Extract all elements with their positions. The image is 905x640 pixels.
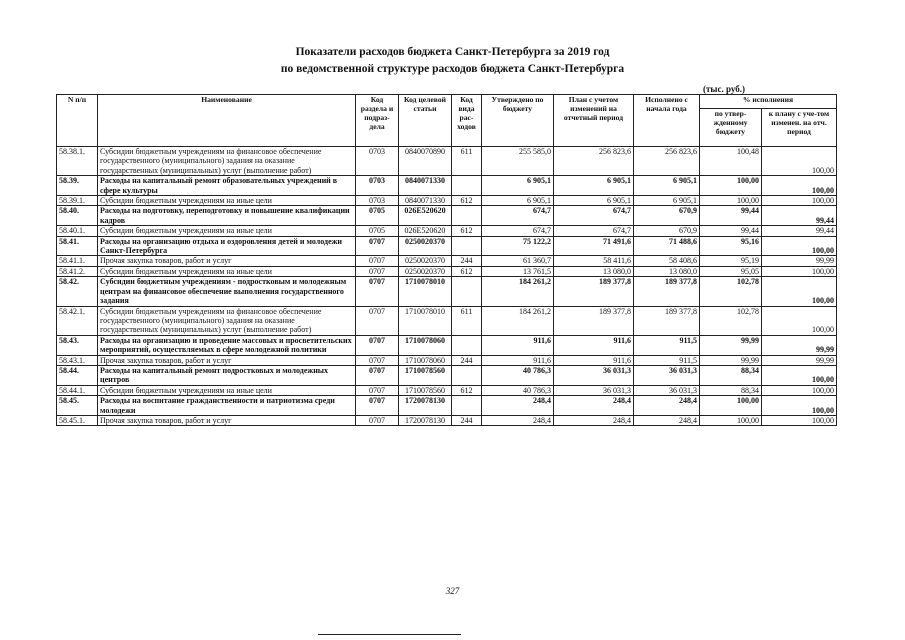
- row-pct-plan: 100,00: [762, 266, 837, 276]
- row-pct-plan: 100,00: [762, 176, 837, 196]
- row-name: Прочая закупка товаров, работ и услуг: [98, 256, 356, 266]
- row-name: Расходы на организацию и проведение массовых и просветительских мероприятий, осуществляемых в сфере молодежной политики: [98, 335, 356, 355]
- units-label: (тыс. руб.): [703, 84, 745, 94]
- header-approved: Утверждено по бюджету: [482, 95, 554, 147]
- row-number: 58.42.1.: [57, 306, 98, 335]
- table-row: [57, 196, 837, 206]
- row-section-code: 0707: [356, 306, 399, 335]
- row-plan: 6 905,1: [554, 176, 634, 196]
- row-plan: 248,4: [554, 396, 634, 416]
- row-name: Прочая закупка товаров, работ и услуг: [98, 415, 356, 425]
- table-row: [57, 256, 837, 266]
- row-approved: 13 761,5: [482, 266, 554, 276]
- row-pct-plan: 100,00: [762, 277, 837, 306]
- row-pct-approved: 100,00: [700, 196, 762, 206]
- row-section-code: 0707: [356, 415, 399, 425]
- row-pct-plan: 99,99: [762, 335, 837, 355]
- page-subtitle: по ведомственной структуре расходов бюджета Санкт-Петербурга: [280, 63, 625, 75]
- row-pct-plan: 100,00: [762, 415, 837, 425]
- row-type-code: 611: [452, 306, 482, 335]
- table-row: [57, 335, 837, 355]
- row-target-code: 1720078130: [399, 415, 452, 425]
- row-target-code: 1710078010: [399, 277, 452, 306]
- row-number: 58.45.1.: [57, 415, 98, 425]
- row-approved: 6 905,1: [482, 196, 554, 206]
- row-type-code: [452, 396, 482, 416]
- row-approved: 40 786,3: [482, 385, 554, 395]
- row-pct-plan: 100,00: [762, 236, 837, 256]
- row-section-code: 0707: [356, 355, 399, 365]
- header-target: Код целевой статьи: [399, 95, 452, 147]
- row-pct-plan: 99,99: [762, 256, 837, 266]
- row-executed: 36 031,3: [634, 365, 700, 385]
- row-target-code: 0250020370: [399, 236, 452, 256]
- row-plan: 13 080,0: [554, 266, 634, 276]
- row-approved: 184 261,2: [482, 277, 554, 306]
- row-executed: 6 905,1: [634, 176, 700, 196]
- row-approved: 674,7: [482, 206, 554, 226]
- table-row: [57, 355, 837, 365]
- row-plan: 36 031,3: [554, 385, 634, 395]
- row-target-code: 1710078010: [399, 306, 452, 335]
- row-target-code: 026Е520620: [399, 206, 452, 226]
- table-row: [57, 266, 837, 276]
- row-plan: 6 905,1: [554, 196, 634, 206]
- table-row: [57, 176, 837, 196]
- row-section-code: 0703: [356, 176, 399, 196]
- row-section-code: 0707: [356, 266, 399, 276]
- row-number: 58.39.1.: [57, 196, 98, 206]
- header-plan: План с учетом изменений на отчетный период: [554, 95, 634, 147]
- row-pct-approved: 100,00: [700, 396, 762, 416]
- row-target-code: 0250020370: [399, 266, 452, 276]
- row-plan: 256 823,6: [554, 147, 634, 176]
- footer-divider: [318, 634, 461, 635]
- row-executed: 248,4: [634, 396, 700, 416]
- row-approved: 40 786,3: [482, 365, 554, 385]
- row-number: 58.44.: [57, 365, 98, 385]
- row-pct-approved: 95,16: [700, 236, 762, 256]
- row-approved: 61 360,7: [482, 256, 554, 266]
- row-section-code: 0707: [356, 385, 399, 395]
- header-pct-approved: по утвер-жденному бюджету: [700, 109, 762, 147]
- row-section-code: 0705: [356, 226, 399, 236]
- row-plan: 71 491,6: [554, 236, 634, 256]
- row-section-code: 0705: [356, 206, 399, 226]
- table-row: [57, 385, 837, 395]
- row-target-code: 1720078130: [399, 396, 452, 416]
- row-target-code: 1710078060: [399, 335, 452, 355]
- row-number: 58.45.: [57, 396, 98, 416]
- row-type-code: [452, 335, 482, 355]
- row-section-code: 0703: [356, 196, 399, 206]
- row-name: Расходы на организацию отдыха и оздоровления детей и молодежи Санкт-Петербурга: [98, 236, 356, 256]
- row-executed: 58 408,6: [634, 256, 700, 266]
- row-plan: 911,6: [554, 335, 634, 355]
- header-section: Код раздела и подраз-дела: [356, 95, 399, 147]
- row-type-code: 612: [452, 196, 482, 206]
- table-body: [57, 147, 837, 426]
- row-number: 58.42.: [57, 277, 98, 306]
- row-plan: 248,4: [554, 415, 634, 425]
- row-pct-approved: 88,34: [700, 365, 762, 385]
- row-pct-approved: 88,34: [700, 385, 762, 395]
- row-type-code: [452, 236, 482, 256]
- row-number: 58.43.1.: [57, 355, 98, 365]
- row-type-code: [452, 277, 482, 306]
- row-name: Расходы на воспитание гражданственности и патриотизма среди молодежи: [98, 396, 356, 416]
- row-approved: 911,6: [482, 335, 554, 355]
- row-pct-approved: 99,99: [700, 355, 762, 365]
- row-number: 58.39.: [57, 176, 98, 196]
- row-section-code: 0703: [356, 147, 399, 176]
- header-name: Наименование: [98, 95, 356, 147]
- header-pct-plan: к плану с уче-том изменен. на отч. период: [762, 109, 837, 147]
- row-name: Расходы на капитальный ремонт подростковых и молодежных центров: [98, 365, 356, 385]
- row-pct-approved: 99,99: [700, 335, 762, 355]
- row-pct-approved: 95,05: [700, 266, 762, 276]
- row-number: 58.38.1.: [57, 147, 98, 176]
- row-plan: 911,6: [554, 355, 634, 365]
- row-type-code: 612: [452, 266, 482, 276]
- row-section-code: 0707: [356, 365, 399, 385]
- row-name: Расходы на подготовку, переподготовку и повышение квалификации кадров: [98, 206, 356, 226]
- row-pct-plan: 99,44: [762, 206, 837, 226]
- row-approved: 6 905,1: [482, 176, 554, 196]
- row-name: Расходы на капитальный ремонт образовательных учреждений в сфере культуры: [98, 176, 356, 196]
- expenditure-table: [56, 94, 837, 426]
- row-type-code: 244: [452, 355, 482, 365]
- header-executed: Исполнено с начала года: [634, 95, 700, 147]
- row-name: Прочая закупка товаров, работ и услуг: [98, 355, 356, 365]
- row-pct-approved: 99,44: [700, 226, 762, 236]
- row-executed: 911,5: [634, 335, 700, 355]
- row-name: Субсидии бюджетным учреждениям на финансовое обеспечение государственного (муниципального) задания на оказание государственных (муниципальных) услуг (выполнение работ): [98, 306, 356, 335]
- row-executed: 256 823,6: [634, 147, 700, 176]
- row-name: Субсидии бюджетным учреждениям на иные цели: [98, 196, 356, 206]
- row-number: 58.41.: [57, 236, 98, 256]
- row-section-code: 0707: [356, 236, 399, 256]
- row-approved: 248,4: [482, 396, 554, 416]
- page-number: 327: [445, 586, 460, 596]
- row-approved: 248,4: [482, 415, 554, 425]
- row-number: 58.40.1.: [57, 226, 98, 236]
- row-number: 58.40.: [57, 206, 98, 226]
- row-name: Субсидии бюджетным учреждениям на иные цели: [98, 226, 356, 236]
- row-section-code: 0707: [356, 396, 399, 416]
- row-approved: 255 585,0: [482, 147, 554, 176]
- row-plan: 674,7: [554, 206, 634, 226]
- row-section-code: 0707: [356, 256, 399, 266]
- row-pct-approved: 102,78: [700, 277, 762, 306]
- row-name: Субсидии бюджетным учреждениям на иные цели: [98, 385, 356, 395]
- row-pct-plan: 100,00: [762, 196, 837, 206]
- table-row: [57, 226, 837, 236]
- table-row: [57, 277, 837, 306]
- row-executed: 71 488,6: [634, 236, 700, 256]
- row-pct-plan: 100,00: [762, 306, 837, 335]
- row-number: 58.41.2.: [57, 266, 98, 276]
- row-executed: 6 905,1: [634, 196, 700, 206]
- row-name: Субсидии бюджетным учреждениям - подростковым и молодежным центрам на финансовое обеспечение выполнения государственного задания: [98, 277, 356, 306]
- header-num: N п/п: [57, 95, 98, 147]
- row-pct-plan: 99,99: [762, 355, 837, 365]
- page-title: Показатели расходов бюджета Санкт-Петербурга за 2019 год: [295, 46, 610, 58]
- row-target-code: 026Е520620: [399, 226, 452, 236]
- row-pct-approved: 102,78: [700, 306, 762, 335]
- row-number: 58.43.: [57, 335, 98, 355]
- row-pct-approved: 99,44: [700, 206, 762, 226]
- row-type-code: 612: [452, 226, 482, 236]
- row-target-code: 0840070890: [399, 147, 452, 176]
- row-approved: 911,6: [482, 355, 554, 365]
- row-number: 58.44.1.: [57, 385, 98, 395]
- row-plan: 189 377,8: [554, 306, 634, 335]
- row-section-code: 0707: [356, 277, 399, 306]
- row-type-code: 244: [452, 415, 482, 425]
- row-pct-approved: 100,48: [700, 147, 762, 176]
- row-pct-plan: 99,44: [762, 226, 837, 236]
- row-target-code: 0250020370: [399, 256, 452, 266]
- row-pct-plan: 100,00: [762, 396, 837, 416]
- row-type-code: [452, 206, 482, 226]
- row-target-code: 0840071330: [399, 196, 452, 206]
- row-type-code: [452, 365, 482, 385]
- row-pct-plan: 100,00: [762, 147, 837, 176]
- row-type-code: 612: [452, 385, 482, 395]
- row-target-code: 1710078060: [399, 355, 452, 365]
- header-type: Код вида рас-ходов: [452, 95, 482, 147]
- row-executed: 189 377,8: [634, 306, 700, 335]
- row-approved: 75 122,2: [482, 236, 554, 256]
- row-approved: 674,7: [482, 226, 554, 236]
- row-executed: 248,4: [634, 415, 700, 425]
- row-executed: 670,9: [634, 226, 700, 236]
- row-pct-approved: 95,19: [700, 256, 762, 266]
- row-plan: 674,7: [554, 226, 634, 236]
- row-target-code: 1710078560: [399, 365, 452, 385]
- row-executed: 911,5: [634, 355, 700, 365]
- row-target-code: 0840071330: [399, 176, 452, 196]
- row-executed: 189 377,8: [634, 277, 700, 306]
- row-plan: 58 411,6: [554, 256, 634, 266]
- row-executed: 13 080,0: [634, 266, 700, 276]
- row-executed: 36 031,3: [634, 385, 700, 395]
- row-number: 58.41.1.: [57, 256, 98, 266]
- row-name: Субсидии бюджетным учреждениям на иные цели: [98, 266, 356, 276]
- row-name: Субсидии бюджетным учреждениям на финансовое обеспечение государственного (муниципального) задания на оказание государственных (муниципальных) услуг (выполнение работ): [98, 147, 356, 176]
- table-row: [57, 147, 837, 176]
- row-executed: 670,9: [634, 206, 700, 226]
- table-row: [57, 415, 837, 425]
- table-row: [57, 236, 837, 256]
- table-row: [57, 396, 837, 416]
- row-plan: 36 031,3: [554, 365, 634, 385]
- row-pct-approved: 100,00: [700, 415, 762, 425]
- table-row: [57, 365, 837, 385]
- header-percent-group: % исполнения: [700, 95, 837, 109]
- row-pct-plan: 100,00: [762, 385, 837, 395]
- row-type-code: [452, 176, 482, 196]
- row-target-code: 1710078560: [399, 385, 452, 395]
- row-type-code: 611: [452, 147, 482, 176]
- row-section-code: 0707: [356, 335, 399, 355]
- row-plan: 189 377,8: [554, 277, 634, 306]
- row-pct-plan: 100,00: [762, 365, 837, 385]
- table-row: [57, 306, 837, 335]
- row-type-code: 244: [452, 256, 482, 266]
- table-row: [57, 206, 837, 226]
- row-approved: 184 261,2: [482, 306, 554, 335]
- row-pct-approved: 100,00: [700, 176, 762, 196]
